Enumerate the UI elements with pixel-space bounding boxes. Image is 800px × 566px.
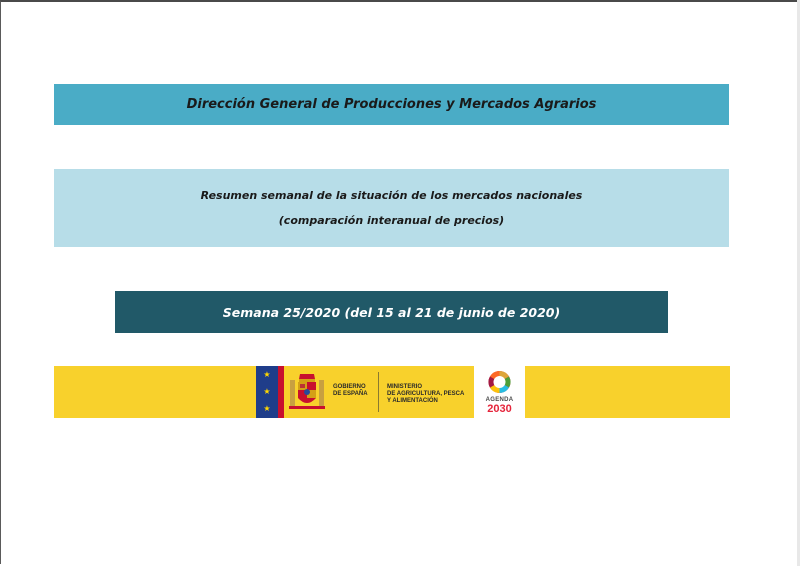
week-banner (115, 291, 668, 333)
eu-flag-icon: ★ ★ ★ (256, 366, 278, 418)
summary-banner (54, 169, 729, 247)
government-line-1: GOBIERNO (333, 384, 366, 390)
agenda-year: 2030 (487, 403, 512, 415)
week-label: Semana 25/2020 (del 15 al 21 de junio de 2020) (222, 304, 561, 320)
ministry-line-3: Y ALIMENTACIÓN (387, 398, 438, 404)
agenda-2030-logo (474, 366, 525, 418)
ministry-label (387, 384, 464, 405)
government-label (333, 384, 368, 398)
agenda-word: AGENDA (485, 397, 514, 403)
ministry-line-2: DE AGRICULTURA, PESCA (387, 391, 465, 397)
summary-title: Resumen semanal de la situación de los mercados nacionales (200, 189, 583, 202)
logo-divider (378, 372, 379, 412)
government-line-2: DE ESPAÑA (333, 391, 368, 397)
summary-subtitle: (comparación interanual de precios) (278, 214, 505, 227)
directorate-banner (54, 84, 729, 125)
directorate-title: Dirección General de Producciones y Mercados Agrarios (186, 97, 597, 112)
sdg-wheel-icon (474, 368, 525, 398)
ministry-line-1: MINISTERIO (387, 384, 423, 390)
spain-coat-of-arms-icon (288, 370, 326, 414)
